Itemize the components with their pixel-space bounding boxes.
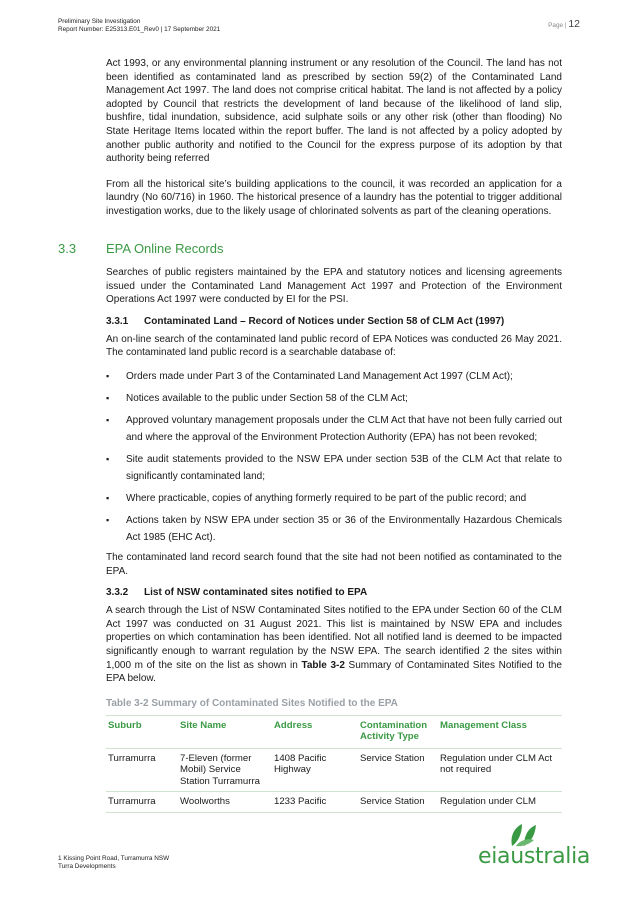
section-number: 3.3 (58, 241, 77, 256)
footer-client: Turra Developments (58, 863, 116, 870)
subsection-intro: An on-line search of the contaminated land public record of EPA Notices was conducted 26 May 2021. The contaminated land public record is a searchable database of: (106, 333, 562, 359)
paragraph-laundry: From all the historical site’s building applications to the council, it was recorded an application for a laundry (No 60/716) in 1960. The historical presence of a laundry has the potential to trigger additional investigation works, due to the likely usage of chlorinated solvents as part of the cleaning operations. (106, 178, 562, 217)
table-cell: Regulation under CLM (438, 792, 562, 813)
table-row (106, 748, 562, 792)
contaminated-sites-table (106, 715, 562, 813)
header-title: Preliminary Site Investigation (58, 18, 141, 25)
table-reference: Table 3-2 (301, 659, 345, 671)
top-content (106, 57, 562, 219)
page-number (548, 18, 580, 30)
subsection-title: Contaminated Land – Record of Notices under Section 58 of CLM Act (1997) (144, 315, 505, 327)
subsection-number: 3.3.2 (106, 587, 129, 599)
table-cell: Service Station (358, 748, 438, 792)
table-caption: Table 3-2 Summary of Contaminated Sites Notified to the EPA (106, 697, 398, 709)
table-cell: 7-Eleven (former Mobil) Service Station Turramurra (178, 748, 272, 792)
table-cell: 1408 Pacific Highway (272, 748, 358, 792)
table-cell: Woolworths (178, 792, 272, 813)
table-cell: Regulation under CLM Act not required (438, 748, 562, 792)
page-label: Page | (548, 22, 569, 29)
section-intro: Searches of public registers maintained by the EPA and statutory notices and licensing agreements issued under the Contaminated Land Management Act 1997 and Protection of the Environment Operations Act 1997 were conducted by EI for the PSI. (106, 267, 562, 306)
paragraph-planning: Act 1993, or any environmental planning instrument or any resolution of the Council. The land has not been identified as contaminated land as prescribed by section 59(2) of the Contaminated Land Management Act 1997. The land does not comprise critical habitat. The land is not affected by a policy adopted by Council that restricts the development of land because of the likelihood of land slip, bushfire, tidal inundation, subsidence, acid sulphate soils or any other risk (other than flooding) No State Heritage Items located within the report buffer. The land is not affected by a policy adopted by another public authority and notified to the Council for the express purpose of its adoption by that authority being referred (106, 58, 562, 165)
page-footer (58, 855, 169, 871)
list-item: ▪ Approved voluntary management proposals under the CLM Act that have not been fully carried out and where the approval of the Environment Protection Authority (EPA) has not been revoked; (106, 412, 562, 446)
list-item: ▪ Notices available to the public under Section 58 of the CLM Act; (106, 390, 562, 407)
list-item: ▪ Where practicable, copies of anything formerly required to be part of the public record; and (106, 490, 562, 507)
list-item: ▪ Actions taken by NSW EPA under section 35 or 36 of the Environmentally Hazardous Chemicals Act 1985 (EHC Act). (106, 512, 562, 546)
list-item: ▪ Site audit statements provided to the NSW EPA under section 53B of the CLM Act that relate to significantly contaminated land; (106, 451, 562, 485)
public-record-list (106, 368, 562, 546)
column-header: Site Name (178, 715, 272, 748)
body-text-end: Summary of Contaminated Sites Notified to the EPA below. (106, 659, 562, 685)
subsection-3-3-2-heading (106, 586, 562, 600)
table-cell: Turramurra (106, 748, 178, 792)
page-number-value: 12 (568, 18, 580, 30)
table-row (106, 792, 562, 813)
subsection-body (106, 604, 562, 686)
column-header: Contamination Activity Type (358, 715, 438, 748)
section-title: EPA Online Records (106, 241, 224, 256)
section-content (106, 266, 562, 813)
subsection-conclusion: The contaminated land record search found that the site had not been notified as contaminated to the EPA. (106, 551, 562, 577)
body-text: A search through the List of NSW Contaminated Sites notified to the EPA under Section 60 of the CLM Act 1997 was conducted on 31 August 2021. This list is maintained by NSW EPA and includes properties on which contamination has been identified. Not all notified land is deemed to be impacted significantly enough to warrant regulation by the NSW EPA. The search identified 2 the sites within 1,000 m of the site on the list as shown in (106, 605, 562, 671)
table-cell: Service Station (358, 792, 438, 813)
header-report-number: Report Number: E25313.E01_Rev0 | 17 September 2021 (58, 26, 221, 33)
column-header: Suburb (106, 715, 178, 748)
subsection-number: 3.3.1 (106, 315, 129, 327)
list-item: ▪ Orders made under Part 3 of the Contaminated Land Management Act 1997 (CLM Act); (106, 368, 562, 385)
table-cell: 1233 Pacific (272, 792, 358, 813)
subsection-3-3-1-heading (106, 315, 562, 329)
section-heading (58, 241, 224, 256)
logo-wordmark: eiaustralia (478, 844, 591, 869)
header-info (58, 18, 580, 34)
table-header-row (106, 715, 562, 748)
company-logo (478, 822, 591, 872)
table-cell: Turramurra (106, 792, 178, 813)
column-header: Address (272, 715, 358, 748)
subsection-title: List of NSW contaminated sites notified to EPA (144, 587, 368, 599)
page-header (58, 18, 580, 34)
column-header: Management Class (438, 715, 562, 748)
footer-address: 1 Kissing Point Road, Turramurra NSW (58, 855, 170, 862)
